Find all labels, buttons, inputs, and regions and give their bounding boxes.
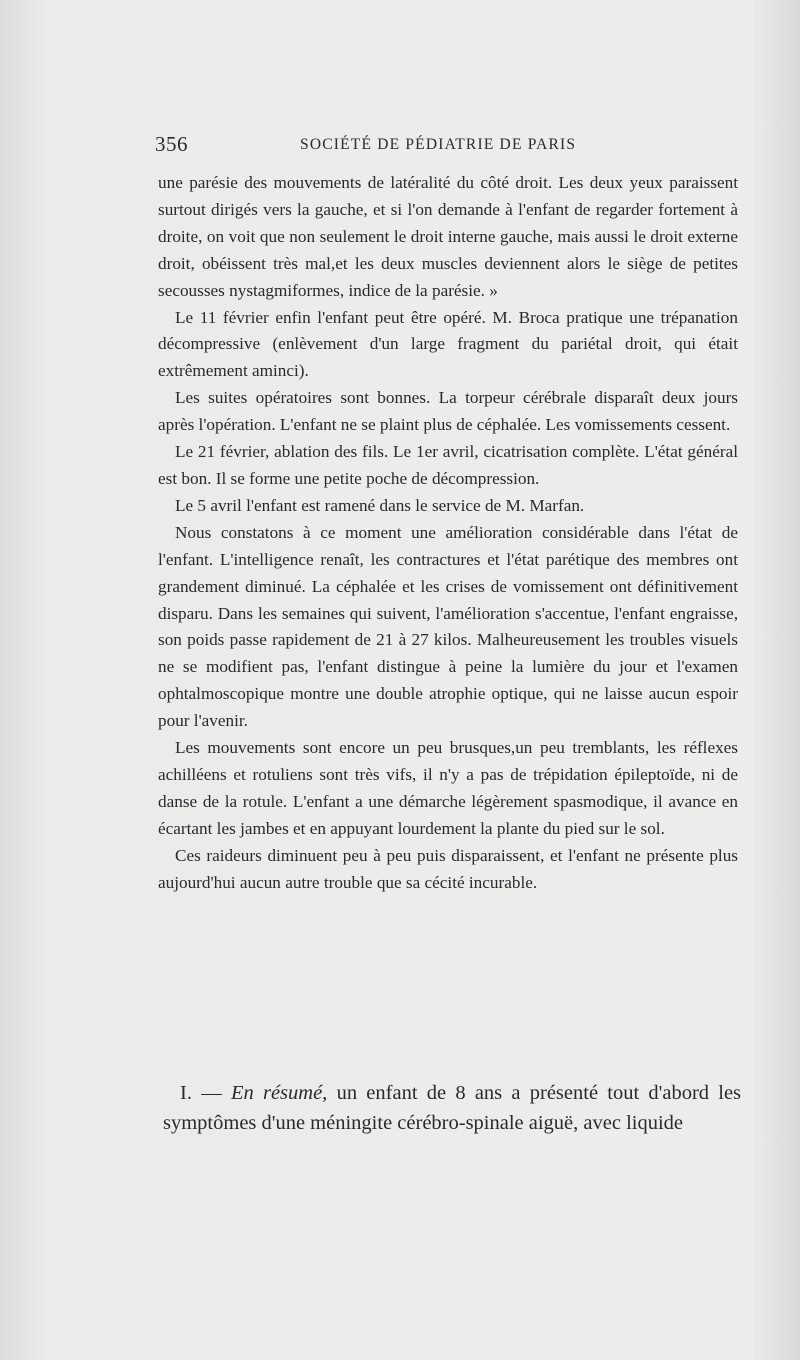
paragraph: Le 11 février enfin l'enfant peut être opéré. M. Broca pratique une trépanation décompressive (enlèvement d'un large fragment du pariétal droit, qui était extrêmement aminci). [158,307,738,381]
page-header [155,132,740,162]
paragraph: Le 5 avril l'enfant est ramené dans le service de M. Marfan. [175,495,585,515]
summary-section [163,1078,741,1138]
paragraph: Ces raideurs diminuent peu à peu puis disparaissent, et l'enfant ne présente plus aujourd'hui aucun autre trouble que sa cécité incurable. [158,845,738,892]
summary-text: un enfant de 8 ans a présenté tout d'abord les symptômes d'une méningite cérébro-spinale aiguë, avec liquide [163,1082,742,1134]
summary-numeral: I. — [180,1082,222,1104]
paragraph: Le 21 février, ablation des fils. Le 1er avril, cicatrisation complète. L'état général est bon. Il se forme une petite poche de décompression. [158,442,738,488]
paragraph: Les mouvements sont encore un peu brusques,un peu tremblants, les réflexes achilléens et rotuliens sont très vifs, il n'y a pas de trépidation épileptoïde, ni de danse de la rotule. L'enfant a une démarche légèrement spasmodique, il avance en écartant les jambes et en appuyant lourdement la plante du pied sur le sol. [158,738,738,838]
paragraph: Nous constatons à ce moment une amélioration considérable dans l'état de l'enfant. L'intelligence renaît, les contractures et l'état parétique des membres ont grandement diminué. La céphalée et les crises de vomissement ont définitivement disparu. Dans les semaines qui suivent, l'amélioration s'accentue, l'enfant engraisse, son poids passe rapidement de 21 à 27 kilos. Malheureusement les troubles visuels ne se modifient pas, l'enfant distingue à peine la lumière du jour et l'examen ophtalmoscopique montre une double atrophie optique, qui ne laisse aucun espoir pour l'avenir. [158,522,738,731]
summary-paragraph [163,1078,741,1138]
summary-italic: En résumé, [230,1082,328,1104]
paragraph: Les suites opératoires sont bonnes. La torpeur cérébrale disparaît deux jours après l'opération. L'enfant ne se plaint plus de céphalée. Les vomissements cessent. [158,388,738,435]
paragraph: une parésie des mouvements de latéralité du côté droit. Les deux yeux paraissent surtout dirigés vers la gauche, et si l'on demande à l'enfant de regarder fortement à droite, on voit que non seulement le droit interne gauche, mais aussi le droit externe droit, obéissent très mal,et les deux muscles deviennent alors le siège de petites secousses nystagmiformes, indice de la parésie. » [158,173,738,300]
running-title: SOCIÉTÉ DE PÉDIATRIE DE PARIS [300,136,577,153]
body-text [158,170,738,896]
page-number: 356 [155,132,188,156]
